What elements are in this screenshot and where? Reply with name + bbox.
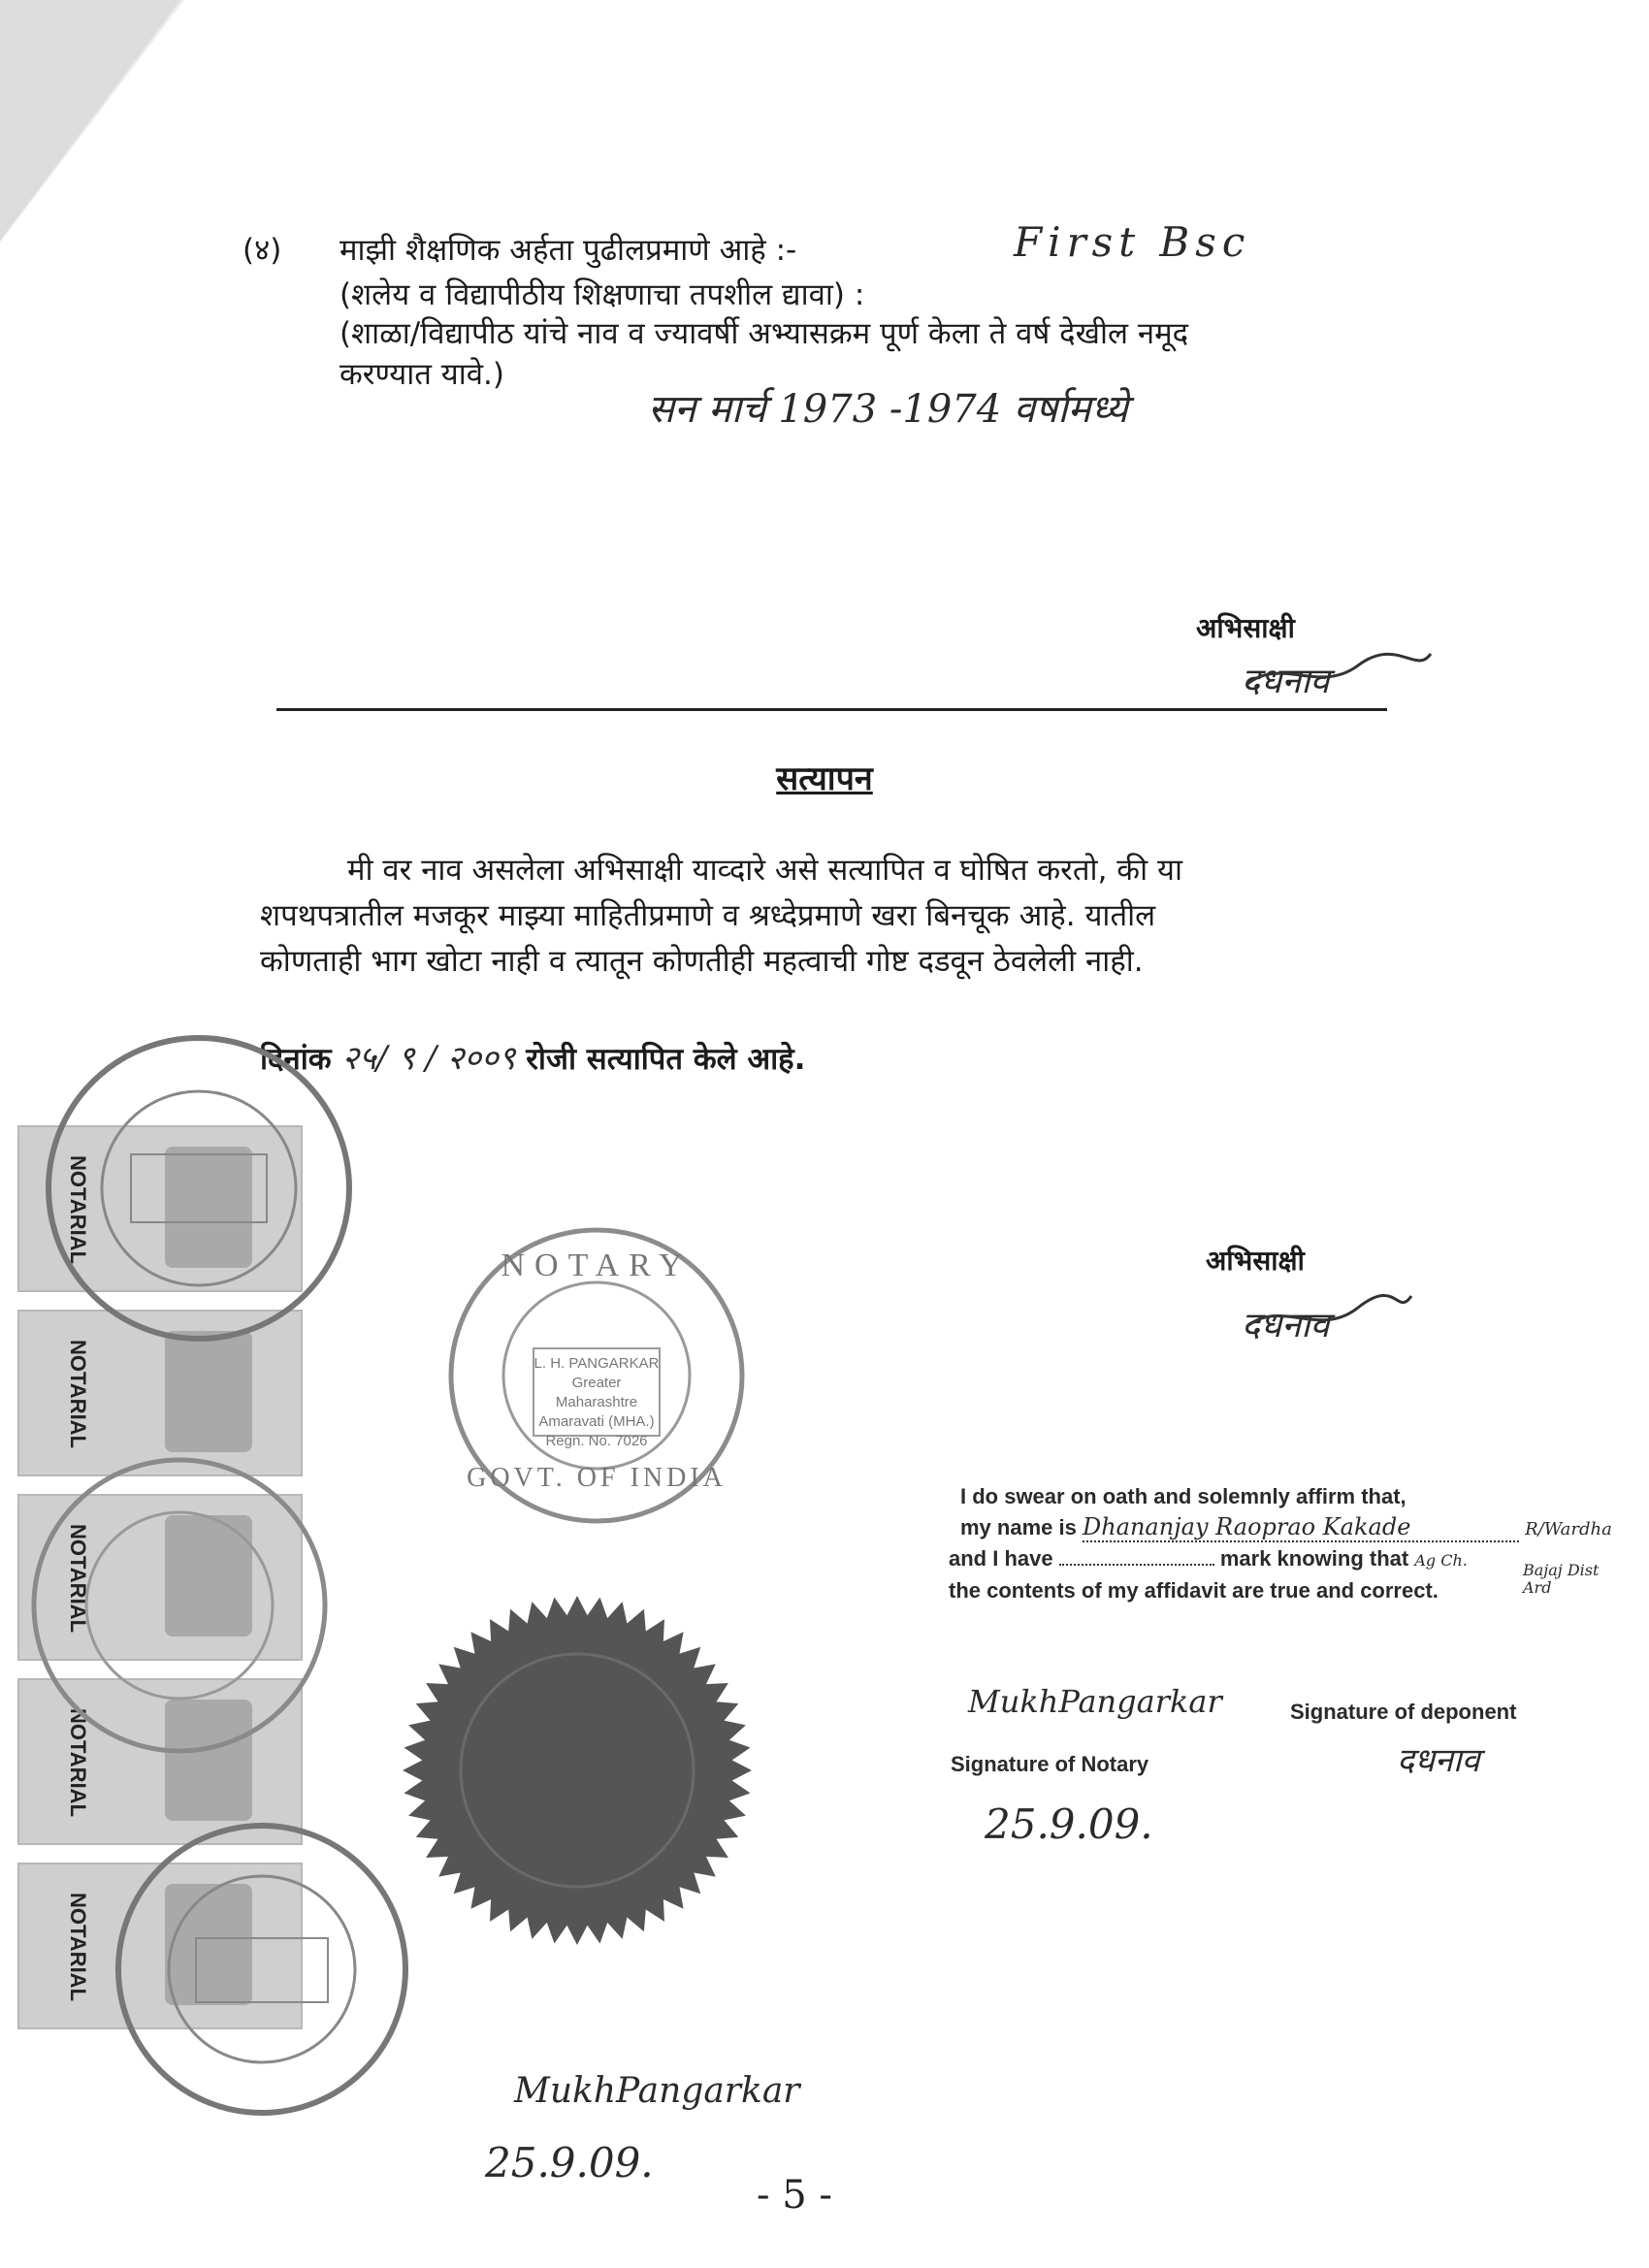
bottom-notary-signature: MukhPangarkar — [514, 2071, 800, 2111]
oath-line2-prefix: my name is — [960, 1515, 1077, 1539]
seal-center — [534, 1354, 660, 1451]
notary-date: 25.9.09. — [985, 1800, 1153, 1848]
oath-line4 — [949, 1578, 1439, 1604]
verification-title: सत्यापन — [776, 760, 873, 798]
item4-line2: (शलेय व विद्यापीठीय शिक्षणाचा तपशील द्यावा) : — [340, 277, 865, 312]
date-prefix: दिनांक — [260, 1042, 332, 1077]
emblem-icon — [165, 1331, 252, 1452]
stamp-label: NOTARIAL — [66, 1339, 90, 1449]
seal-bottom-text: GOVT. OF INDIA — [467, 1463, 727, 1493]
item4-line1: माझी शैक्षणिक अर्हता पुढीलप्रमाणे आहे :- — [340, 233, 797, 268]
verification-line1: मी वर नाव असलेला अभिसाक्षी याव्दारे असे सत्यापित व घोषित करतो, की या — [347, 853, 1182, 888]
notary-signature: MukhPangarkar — [968, 1683, 1222, 1720]
item4-line4: करण्यात यावे.) — [340, 357, 504, 392]
page-number: - 5 - — [757, 2173, 832, 2218]
deponent-signature-label: Signature of deponent — [1290, 1700, 1517, 1724]
stamp-label: NOTARIAL — [66, 1707, 90, 1818]
seal-regn: Regn. No. 7026 — [545, 1433, 648, 1449]
horizontal-rule — [276, 708, 1387, 711]
item-number: (४) — [242, 233, 282, 268]
notary-signature-label: Signature of Notary — [951, 1752, 1149, 1776]
stamp-label: NOTARIAL — [66, 1523, 90, 1634]
date-value: २५/ ९ / २००९ — [341, 1039, 516, 1078]
deponent-signature: दधनाव — [1242, 662, 1330, 701]
stamp-label: NOTARIAL — [66, 1892, 90, 2002]
notary-seal-icon — [19, 1445, 340, 1766]
seal-region: Greater Maharashtre — [555, 1375, 638, 1410]
signature-stroke — [1242, 1290, 1416, 1348]
signature-stroke — [1242, 646, 1436, 704]
oath-line4-text: the contents of my affidavit are true and correct. — [949, 1578, 1439, 1603]
embossed-seal-icon — [398, 1591, 757, 1950]
oath-line3 — [949, 1546, 1468, 1571]
seal-top-text: NOTARY — [501, 1247, 693, 1283]
oath-line3-suffix: mark knowing that — [1219, 1546, 1409, 1571]
verification-paragraph — [260, 848, 1395, 985]
district-note: Bajaj Dist Ard — [1523, 1561, 1600, 1597]
residence-note: R/Wardha — [1525, 1519, 1612, 1539]
blank-line — [1059, 1564, 1214, 1566]
verification-line3: कोणताही भाग खोटा नाही व त्यातून कोणतीही महत्वाची गोष्ट दडवून ठेवलेली नाही. — [260, 944, 1144, 979]
notary-seal-icon — [107, 1814, 417, 2124]
seal-city: Amaravati (MHA.) — [538, 1413, 655, 1430]
item4-line3: (शाळा/विद्यापीठ यांचे नाव व ज्यावर्षी अभ्यासक्रम पूर्ण केला ते वर्ष देखील नमूद — [340, 316, 1189, 351]
notary-seal — [441, 1220, 752, 1531]
oath-note: Ag Ch. — [1414, 1551, 1468, 1570]
folded-corner-shade — [0, 0, 180, 241]
handwritten-qualification: First Bsc — [1014, 218, 1251, 266]
bottom-notary-date: 25.9.09. — [485, 2139, 654, 2187]
deponent-signature: दधनाव — [1242, 1306, 1330, 1345]
seal-name: L. H. PANGARKAR — [534, 1355, 660, 1372]
deponent-label: अभिसाक्षी — [1196, 612, 1295, 644]
verification-line2: शपथपत्रातील मजकूर माझ्या माहितीप्रमाणे व श्रध्देप्रमाणे खरा बिनचूक आहे. यातील — [260, 898, 1156, 933]
date-suffix: रोजी सत्यापित केले आहे. — [526, 1042, 806, 1077]
deponent-signature: दधनाव — [1397, 1741, 1480, 1780]
stamp-label: NOTARIAL — [66, 1154, 90, 1265]
notary-seal-icon — [39, 1028, 359, 1348]
oath-line1: I do swear on oath and solemnly affirm that, — [960, 1484, 1406, 1508]
deponent-label: अभिसाक्षी — [1206, 1245, 1305, 1277]
handwritten-year: सन मार्च 1973 -1974 वर्षामध्ये — [648, 387, 1128, 432]
oath-line3-prefix: and I have — [949, 1546, 1053, 1571]
deponent-name: Dhananjay Raoprao Kakade — [1083, 1513, 1519, 1542]
oath-line2 — [960, 1513, 1612, 1542]
